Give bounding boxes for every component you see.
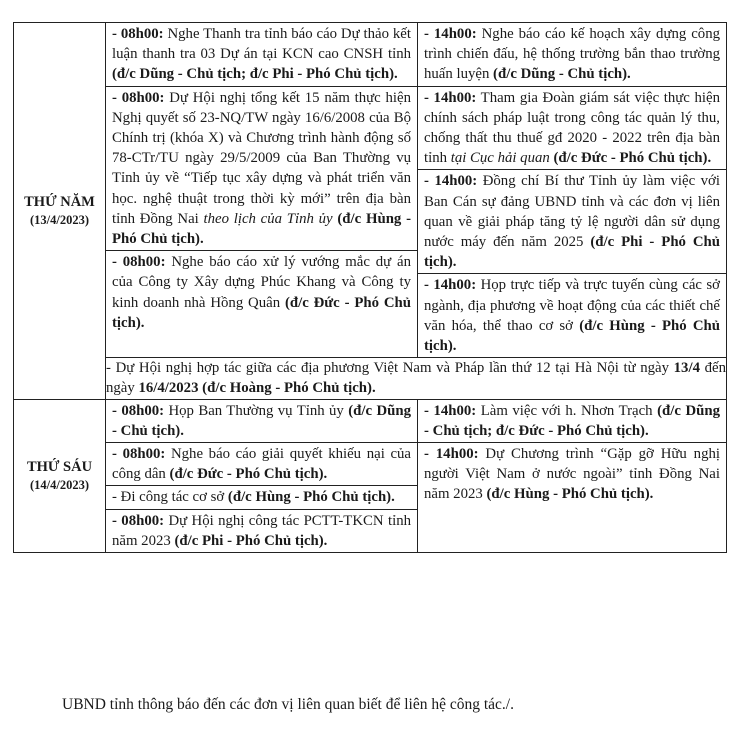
entry-text: Nghe báo cáo xử lý vướng mắc dự án của Công ty Xây dựng Phúc Khang và Công ty kinh doanh nhà Hồng Quân: [112, 254, 411, 311]
entry-time: - 14h00:: [424, 89, 477, 106]
afternoon-entries: [418, 23, 726, 357]
schedule-entry: [418, 170, 726, 274]
schedule-entry: [418, 23, 726, 87]
entry-time: - 08h00:: [112, 89, 165, 106]
entry-text: 16/4/2023 (đ/c Hoàng - Phó Chủ tịch).: [138, 380, 376, 397]
day-date: (13/4/2023): [29, 212, 90, 227]
entry-time: - 14h00:: [424, 26, 477, 42]
schedule-entry: [106, 251, 417, 334]
day-name: THỨ SÁU: [26, 458, 93, 475]
afternoon-cell: [418, 399, 727, 552]
entry-text: (đ/c Đức - Phó Chủ tịch).: [169, 466, 328, 483]
entry-text: (đ/c Hùng - Phó Chủ tịch).: [112, 210, 411, 248]
afternoon-entries: [418, 400, 726, 506]
entry-time: - 08h00:: [112, 402, 165, 419]
entry-text: (đ/c Đức - Phó Chủ tịch).: [553, 150, 712, 167]
entry-text: (đ/c Phi - Phó Chủ tịch).: [424, 234, 721, 271]
entry-text: (đ/c Dũng - Chủ tịch).: [112, 402, 412, 439]
schedule-entry: [106, 87, 417, 252]
entry-time: - 14h00:: [424, 173, 478, 190]
entry-text: Làm việc với h. Nhơn Trạch: [476, 402, 658, 419]
schedule-entry: [418, 443, 726, 506]
entry-text: (đ/c Hùng - Phó Chủ tịch).: [227, 489, 395, 506]
schedule-entry: [106, 23, 417, 87]
entry-text: Dự Chương trình “Gặp gỡ Hữu nghị người Việt Nam ở nước ngoài” tỉnh Đồng Nai năm 2023: [424, 446, 720, 503]
schedule-entry: [106, 510, 417, 552]
entry-time: - 14h00:: [424, 446, 479, 463]
day-date: (14/4/2023): [29, 477, 90, 492]
day-name: THỨ NĂM: [24, 193, 95, 210]
entry-text: theo lịch của Tỉnh ủy: [203, 210, 333, 227]
day-cell-thursday: [14, 23, 106, 400]
entry-text: Nghe Thanh tra tỉnh báo cáo Dự thảo kết luận thanh tra 03 Dự án tại KCN cao CNSH tỉnh: [112, 26, 411, 63]
schedule-entry: [418, 87, 726, 171]
full-day-row-thursday: [14, 358, 727, 399]
entry-text: (đ/c Hùng - Phó Chủ tịch).: [486, 486, 654, 503]
entry-text: Tham gia Đoàn giám sát việc thực hiện chính sách pháp luật trong công tác quản lý thu, chống thất thu thuế gđ 2020 - 2022 trên địa bàn tỉnh: [424, 89, 720, 167]
entry-text: Họp Ban Thường vụ Tỉnh ủy: [164, 402, 349, 419]
entry-text: Nghe báo cáo giải quyết khiếu nại của công dân: [112, 446, 411, 483]
entry-time: - 08h00:: [112, 26, 164, 42]
entry-time: - 08h00:: [112, 446, 166, 463]
entry-text: Dự Hội nghị công tác PCTT-TKCN tỉnh năm 2023: [112, 512, 411, 549]
schedule-entry: [106, 486, 417, 509]
entry-time: - 08h00:: [112, 512, 165, 529]
entry-time: - 14h00:: [424, 402, 477, 419]
entry-text: (đ/c Phi - Phó Chủ tịch).: [174, 532, 328, 549]
schedule-entry: [106, 443, 417, 486]
schedule-entry: [418, 400, 726, 443]
entry-text: (đ/c Đức - Phó Chủ tịch).: [112, 294, 411, 331]
schedule-entry: [106, 400, 417, 443]
entry-text: Họp trực tiếp và trực tuyến cùng các sở ngành, địa phương về hoạt động của các thiết chế văn hóa, thể thao cơ sở: [424, 277, 720, 334]
entry-text: (đ/c Dũng - Chủ tịch; đ/c Đức - Phó Chủ tịch).: [424, 402, 720, 439]
morning-entries: [106, 23, 417, 334]
entry-text: - Dự Hội nghị hợp tác giữa các địa phương Việt Nam và Pháp lần thứ 12 tại Hà Nội từ ngày: [106, 360, 674, 377]
schedule-table: [13, 22, 727, 553]
entry-text: tại Cục hải quan: [450, 150, 550, 167]
entry-text: Nghe báo cáo kế hoạch xây dựng công trình chiến đấu, hệ thống trường bắn thao trường huấn luyện: [424, 26, 720, 83]
entry-time: - 08h00:: [112, 254, 166, 271]
morning-entries: [106, 400, 417, 552]
schedule-entry: [418, 274, 726, 357]
entry-text: (đ/c Dũng - Chủ tịch; đ/c Phi - Phó Chủ tịch).: [112, 66, 398, 83]
entry-text: Đồng chí Bí thư Tỉnh ủy làm việc với Ban Cán sự đảng UBND tỉnh và các đơn vị liên quan về giải pháp tăng tỷ lệ người dân sử dụng nước máy đến năm 2025: [424, 173, 720, 251]
morning-cell: [106, 399, 418, 552]
entry-text: - Đi công tác cơ sở: [112, 489, 228, 506]
entry-text: Dự Hội nghị tổng kết 15 năm thực hiện Nghị quyết số 23-NQ/TW ngày 16/6/2008 của Bộ Chính trị (khóa X) và Chương trình hành động số 78-CTr/TU ngày 29/5/2009 của Ban Thường vụ Tỉnh ủy về “Tiếp tục xây dựng và phát triển văn học. nghệ thuật trong thời kỳ mới” trên địa bàn tỉnh Đồng Nai: [112, 89, 411, 227]
afternoon-cell: [418, 23, 727, 358]
day-row-friday: [14, 399, 727, 552]
day-cell-friday: [14, 399, 106, 552]
entry-text: đến ngày: [106, 360, 726, 397]
entry-text: 13/4: [673, 360, 700, 377]
full-day-entry: [106, 358, 727, 399]
day-row-thursday: [14, 23, 727, 358]
entry-text: (đ/c Hùng - Phó Chủ tịch).: [424, 317, 720, 355]
entry-text: (đ/c Dũng - Chủ tịch).: [493, 66, 631, 83]
entry-time: - 14h00:: [424, 277, 477, 294]
closing-note: UBND tỉnh thông báo đến các đơn vị liên quan biết để liên hệ công tác./.: [62, 696, 514, 713]
morning-cell: [106, 23, 418, 358]
